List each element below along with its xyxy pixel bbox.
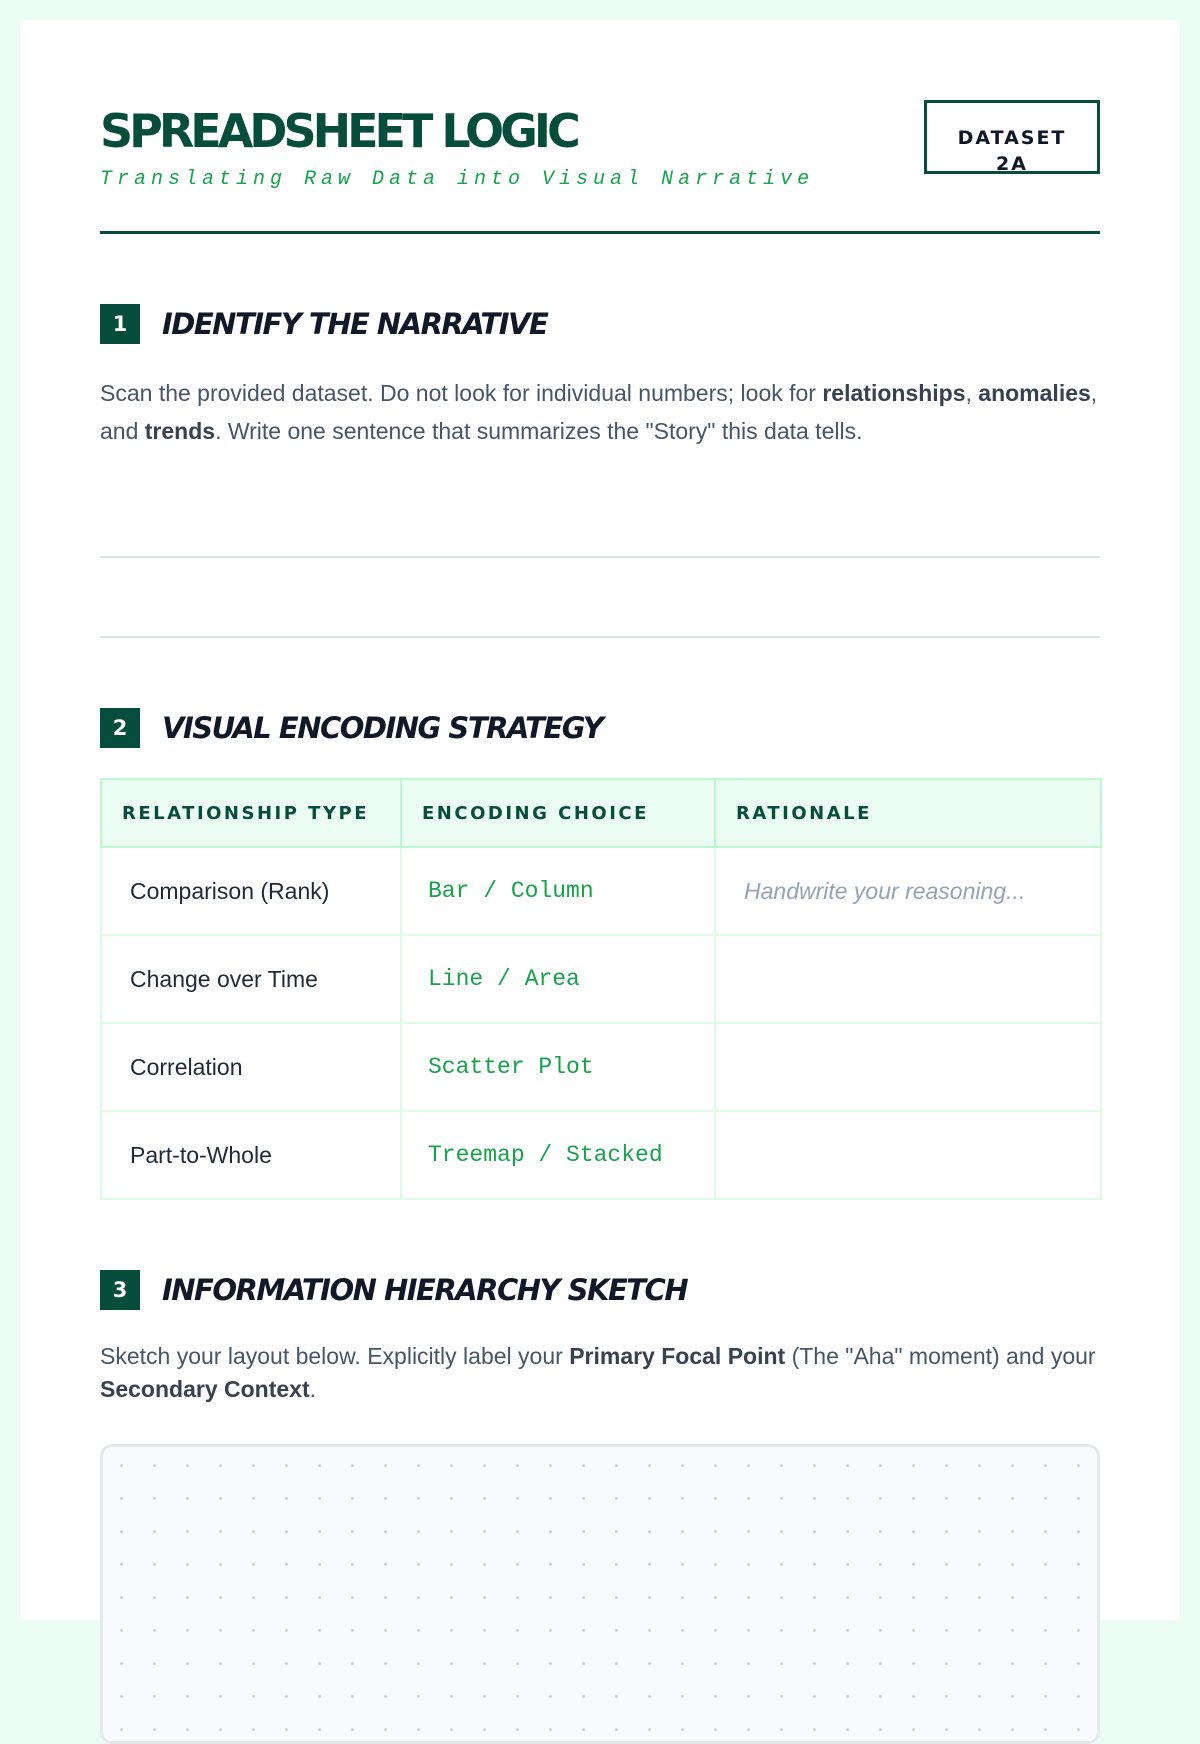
emphasis-trends: trends <box>144 418 216 444</box>
emphasis-secondary-context: Secondary Context <box>100 1376 310 1402</box>
section-3-number: 3 <box>100 1270 140 1310</box>
emphasis-anomalies: anomalies <box>978 380 1091 406</box>
dataset-badge: DATASET 2A <box>924 100 1100 174</box>
answer-line-1[interactable] <box>100 556 1100 558</box>
relationship-cell: Change over Time <box>101 935 401 1023</box>
table-row <box>101 1111 1101 1199</box>
section-1-title: IDENTIFY THE NARRATIVE <box>162 307 548 341</box>
section-2-heading <box>100 708 1100 748</box>
text-segment: . <box>309 1376 316 1402</box>
encoding-cell: Line / Area <box>401 935 715 1023</box>
rationale-cell[interactable]: Handwrite your reasoning... <box>715 847 1101 935</box>
encoding-table <box>100 778 1102 1200</box>
encoding-cell: Scatter Plot <box>401 1023 715 1111</box>
relationship-cell: Part-to-Whole <box>101 1111 401 1199</box>
section-3-title: INFORMATION HIERARCHY SKETCH <box>162 1273 688 1307</box>
text-segment: Scan the provided dataset. Do not look for individual numbers; look for <box>100 380 823 406</box>
text-segment: , <box>965 380 979 406</box>
section-3-heading <box>100 1270 1100 1310</box>
table-row <box>101 1023 1101 1111</box>
text-segment: , and <box>100 380 1098 444</box>
table-row <box>101 935 1101 1023</box>
encoding-cell: Bar / Column <box>401 847 715 935</box>
text-segment: . Write one sentence that summarizes the "Story" this data tells. <box>215 418 863 444</box>
page-header <box>100 100 1100 234</box>
page-title: SPREADSHEET LOGIC <box>100 104 577 158</box>
table-header-row <box>101 779 1101 847</box>
section-1-instructions <box>100 374 1100 450</box>
answer-line-2[interactable] <box>100 636 1100 638</box>
relationship-cell: Correlation <box>101 1023 401 1111</box>
encoding-cell: Treemap / Stacked <box>401 1111 715 1199</box>
column-header-encoding: ENCODING CHOICE <box>401 779 715 847</box>
section-2-title: VISUAL ENCODING STRATEGY <box>162 711 603 745</box>
worksheet-page <box>20 20 1180 1620</box>
relationship-cell: Comparison (Rank) <box>101 847 401 935</box>
emphasis-primary-focal-point: Primary Focal Point <box>569 1343 786 1369</box>
sketch-area[interactable] <box>100 1444 1100 1744</box>
table-row <box>101 847 1101 935</box>
column-header-relationship: RELATIONSHIP TYPE <box>101 779 401 847</box>
section-2-number: 2 <box>100 708 140 748</box>
emphasis-relationships: relationships <box>822 380 966 406</box>
text-segment: Sketch your layout below. Explicitly label your <box>100 1343 570 1369</box>
text-segment: (The "Aha" moment) and your <box>785 1343 1096 1369</box>
section-3-instructions <box>100 1340 1100 1406</box>
rationale-cell[interactable] <box>715 1111 1101 1199</box>
section-1-heading <box>100 304 1100 344</box>
rationale-cell[interactable] <box>715 935 1101 1023</box>
title-block <box>100 100 814 191</box>
section-1-number: 1 <box>100 304 140 344</box>
rationale-cell[interactable] <box>715 1023 1101 1111</box>
column-header-rationale: RATIONALE <box>715 779 1101 847</box>
page-subtitle: Translating Raw Data into Visual Narrative <box>100 168 815 191</box>
